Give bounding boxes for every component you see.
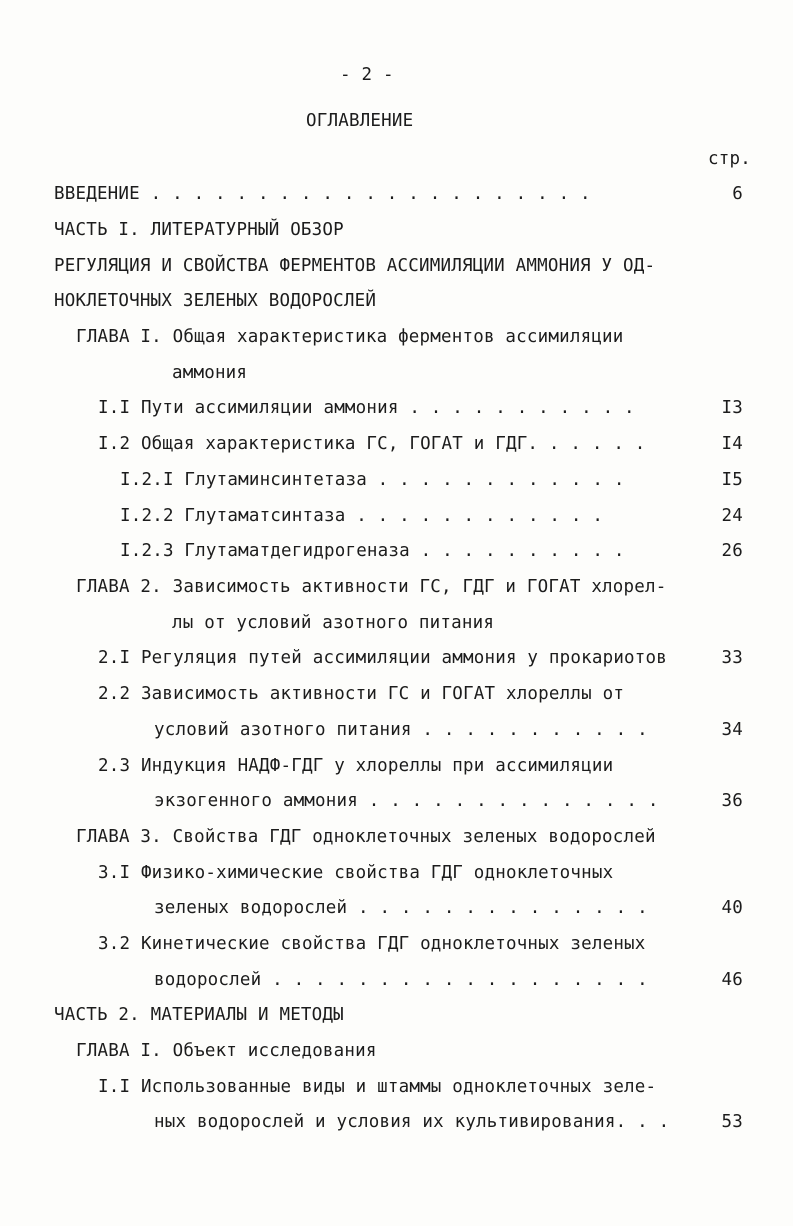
toc-chapter: ГЛАВА I. Общая характеристика ферментов ассимиляции bbox=[76, 327, 624, 347]
toc-section: 2.2 Зависимость активности ГС и ГОГАТ хлореллы от bbox=[98, 684, 625, 704]
toc-section: I.I Использованные виды и штаммы одноклеточных зеле- bbox=[98, 1077, 657, 1097]
toc-section: 3.I Физико-химические свойства ГДГ одноклеточных bbox=[98, 863, 614, 883]
toc-chapter-cont: аммония bbox=[172, 363, 248, 383]
toc-page: 6 bbox=[732, 184, 743, 204]
page-number: - 2 - bbox=[340, 65, 394, 85]
toc-part-title: РЕГУЛЯЦИЯ И СВОЙСТВА ФЕРМЕНТОВ АССИМИЛЯЦИИ АММОНИЯ У ОД- bbox=[54, 256, 656, 276]
toc-chapter: ГЛАВА 3. Свойства ГДГ одноклеточных зеленых водорослей bbox=[76, 827, 656, 847]
toc-section-cont: условий азотного питания . . . . . . . . . . . bbox=[154, 720, 648, 740]
toc-subsection: I.2.I Глутаминсинтетаза . . . . . . . . . . . . bbox=[120, 470, 625, 490]
toc-page: 33 bbox=[721, 648, 743, 668]
toc-chapter: ГЛАВА 2. Зависимость активности ГС, ГДГ и ГОГАТ хлорел- bbox=[76, 577, 667, 597]
toc-page: 36 bbox=[721, 791, 743, 811]
toc-heading: ОГЛАВЛЕНИЕ bbox=[306, 111, 414, 131]
toc-part-heading: ЧАСТЬ 2. МАТЕРИАЛЫ И МЕТОДЫ bbox=[54, 1005, 344, 1025]
toc-page: 53 bbox=[721, 1112, 743, 1132]
toc-subsection: I.2.3 Глутаматдегидрогеназа . . . . . . . . . . bbox=[120, 541, 625, 561]
toc-section-cont: экзогенного аммония . . . . . . . . . . . . . . bbox=[154, 791, 659, 811]
toc-page: I3 bbox=[721, 398, 743, 418]
toc-section: I.2 Общая характеристика ГС, ГОГАТ и ГДГ. . . . . . bbox=[98, 434, 646, 454]
toc-page: 26 bbox=[721, 541, 743, 561]
toc-section: 2.3 Индукция НАДФ-ГДГ у хлореллы при ассимиляции bbox=[98, 756, 614, 776]
toc-page: 34 bbox=[721, 720, 743, 740]
toc-section: I.I Пути ассимиляции аммония . . . . . . . . . . . bbox=[98, 398, 635, 418]
toc-section-cont: зеленых водорослей . . . . . . . . . . . . . . bbox=[154, 898, 648, 918]
toc-page: 46 bbox=[721, 970, 743, 990]
toc-section: 2.I Регуляция путей ассимиляции аммония у прокариотов bbox=[98, 648, 668, 668]
toc-page: 40 bbox=[721, 898, 743, 918]
toc-page: 24 bbox=[721, 506, 743, 526]
toc-subsection: I.2.2 Глутаматсинтаза . . . . . . . . . . . . bbox=[120, 506, 604, 526]
toc-page: I4 bbox=[721, 434, 743, 454]
toc-page: I5 bbox=[721, 470, 743, 490]
toc-section-cont: ных водорослей и условия их культивирования. . . bbox=[154, 1112, 670, 1132]
page-column-label: стр. bbox=[708, 149, 751, 169]
toc-part-heading: ЧАСТЬ I. ЛИТЕРАТУРНЫЙ ОБЗОР bbox=[54, 220, 344, 240]
toc-chapter-cont: лы от условий азотного питания bbox=[172, 613, 495, 633]
toc-section: 3.2 Кинетические свойства ГДГ одноклеточных зеленых bbox=[98, 934, 646, 954]
toc-entry-introduction: ВВЕДЕНИЕ . . . . . . . . . . . . . . . . . . . . . bbox=[54, 184, 591, 204]
toc-chapter: ГЛАВА I. Объект исследования bbox=[76, 1041, 377, 1061]
toc-section-cont: водорослей . . . . . . . . . . . . . . . . . . bbox=[154, 970, 648, 990]
toc-part-title: НОКЛЕТОЧНЫХ ЗЕЛЕНЫХ ВОДОРОСЛЕЙ bbox=[54, 291, 377, 311]
